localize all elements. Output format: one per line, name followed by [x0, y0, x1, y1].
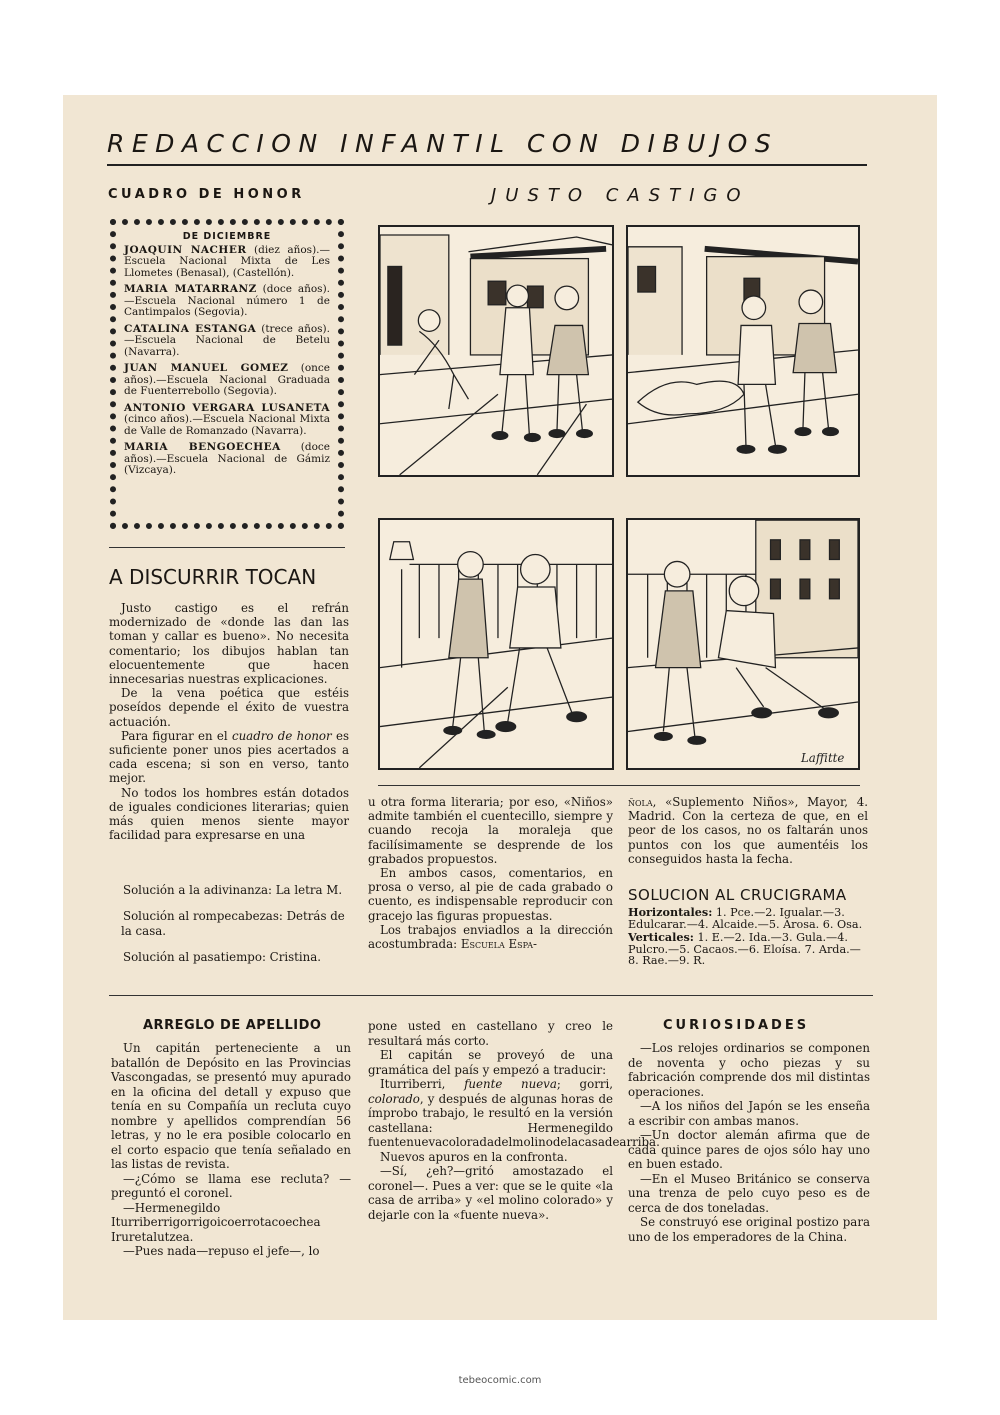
artist-signature: Laffitte [800, 750, 845, 765]
story-title: JUSTO CASTIGO [491, 185, 750, 206]
apellido-column-1: Un capitán perteneciente a un batallón de Depósito en las Provincias Vascongadas, se presentó muy apurado en la oficina del detall y expuso que tenía en su Compañía un recluta cuyo nombre y apellidos comprendían 56 letras, y no le era posible colocarlo en el corto espacio que tenía señalado en las listas de revista. —¿Cómo se llama ese recluta? —preguntó el coronel. —Hermenegildo Iturriberrigorrigoicoerrotacoechea Iruretalutzea. —Pues nada—repuso el jefe—, lo [111, 1041, 351, 1258]
curiosity-item: —En el Museo Británico se conserva una trenza de pelo cuyo peso es de cerca de dos toneladas. [628, 1171, 870, 1215]
honor-month: DE DICIEMBRE [182, 231, 272, 242]
solutions-list [121, 883, 349, 976]
comic-panel-3 [378, 518, 614, 770]
section-divider [109, 995, 873, 996]
curiosity-item: —A los niños del Japón se les enseña a escribir con ambas manos. [628, 1099, 870, 1128]
curiosidades-heading: CURIOSIDADES [663, 1018, 810, 1033]
comic-illustration-1 [380, 227, 612, 475]
honor-entry: ANTONIO VERGARA LUSANETA (cinco años).—Escuela Nacional Mixta de Valle de Romanzado (Navarra). [124, 401, 330, 437]
comic-illustration-3 [380, 520, 612, 768]
honor-heading: CUADRO DE HONOR [108, 187, 305, 202]
comic-illustration-4 [628, 520, 858, 768]
honor-entry: JOAQUIN NACHER (diez años).—Escuela Nacional Mixta de Les Llometes (Benasal), (Castellón). [124, 243, 331, 279]
apellido-heading: ARREGLO DE APELLIDO [143, 1018, 322, 1033]
curiosity-item: —Los relojes ordinarios se componen de noventa y ocho piezas y su fabricación comprende dos mil distintas operaciones. [628, 1041, 870, 1099]
solution-item: Solución al rompecabezas: Detrás de la casa. [121, 909, 345, 938]
honor-entry: JUAN MANUEL GOMEZ (once años).—Escuela Nacional Graduada de Fuenterrebollo (Segovia). [124, 362, 330, 397]
discurrir-text: Justo castigo es el refrán modernizado de «donde las dan las toman y callar es bueno». No necesita comentario; los dibujos hablan tan elocuentemente que hacen innecesarias nuestras explicaciones. De la vena poética que estéis poseídos depende el éxito de vuestra actuación. Para figurar en el cuadro de honor es suficiente poner unos pies acertados a cada escena; si son en verso, tanto mejor. No todos los hombres están dotados de iguales condiciones literarias; quien más quien menos siente mayor facilidad para expresarse en una [109, 601, 350, 843]
magazine-page [63, 95, 937, 1320]
honor-entry: MARIA MATARRANZ (doce años).—Escuela Nacional número 1 de Cantimpalos (Segovia). [124, 283, 331, 318]
solution-item: Solución a la adivinanza: La letra M. [123, 883, 343, 897]
comic-illustration-2 [628, 227, 858, 475]
apellido-column-2: pone usted en castellano y creo le resultará más corto. El capitán se proveyó de una gramática del país y empezó a traducir: Iturriberri, fuente nueva; gorri, colorado, y después de algunas horas de ímprobo trabajo, le resultó en la versión castellana: Hermenegildo fuentenuevacoloradadelmolinodelacasadearriba. Nuevos apuros en la confronta. —Sí, ¿eh?—gritó amostazado el coronel—. Pues a ver: que se le quite «la casa de arriba» y «el molino colorado» y dejarle con la «fuente nueva». [368, 1019, 660, 1222]
comic-panel-4 [626, 518, 860, 770]
curiosity-item: —Un doctor alemán afirma que de cada quince pares de ojos sólo hay uno en buen estado. [628, 1128, 870, 1171]
discurrir-heading: A DISCURRIR TOCAN [109, 565, 317, 589]
comic-panel-2 [626, 225, 860, 477]
honor-entry: CATALINA ESTANGA (trece años).—Escuela Nacional de Betelu (Navarra). [124, 322, 330, 358]
crossword-solution-text: Horizontales: 1. Pce.—2. Igualar.—3. Edulcarar.—4. Alcaide.—5. Arosa. 6. Osa. Verticales: 1. E.—2. Ida.—3. Gula.—4. Pulcro.—5. Cacaos.—6. Eloísa. 7. Arda.—8. Rae.—9. R. [628, 905, 863, 967]
footer-url: tebeocomic.com [458, 1375, 542, 1386]
instructions-continued: ñola, «Suplemento Niños», Mayor, 4. Madrid. Con la certeza de que, en el peor de los casos, no os faltarán unos puntos con los que aumentéis los conseguidos hasta la fecha. [628, 795, 868, 866]
section-divider [378, 785, 860, 786]
curiosity-item: Se construyó ese original postizo para uno de los emperadores de la China. [628, 1215, 870, 1244]
page-title: REDACCION INFANTIL CON DIBUJOS [107, 129, 779, 158]
solution-item: Solución al pasatiempo: Cristina. [123, 950, 322, 964]
instructions-column: u otra forma literaria; por eso, «Niños» admite también el cuentecillo, siempre y cuando recoja la moraleja que facilísimamente se desprende de los grabados propuestos. En ambos casos, comentarios, en prosa o verso, al pie de cada grabado o cuento, es indispensable reproducir con gracejo las figuras propuestas. Los trabajos enviadlos a la dirección acostumbrada: Escuela Espa- [368, 795, 613, 952]
crossword-solution-heading: SOLUCION AL CRUCIGRAMA [628, 886, 847, 904]
curiosidades-column [628, 1041, 870, 1244]
title-rule [107, 164, 867, 166]
comic-panel-1 [378, 225, 614, 477]
honor-entry: MARIA BENGOECHEA (doce años).—Escuela Nacional de Gámiz (Vizcaya). [124, 441, 330, 476]
section-divider [109, 547, 345, 548]
honor-box [110, 219, 344, 529]
